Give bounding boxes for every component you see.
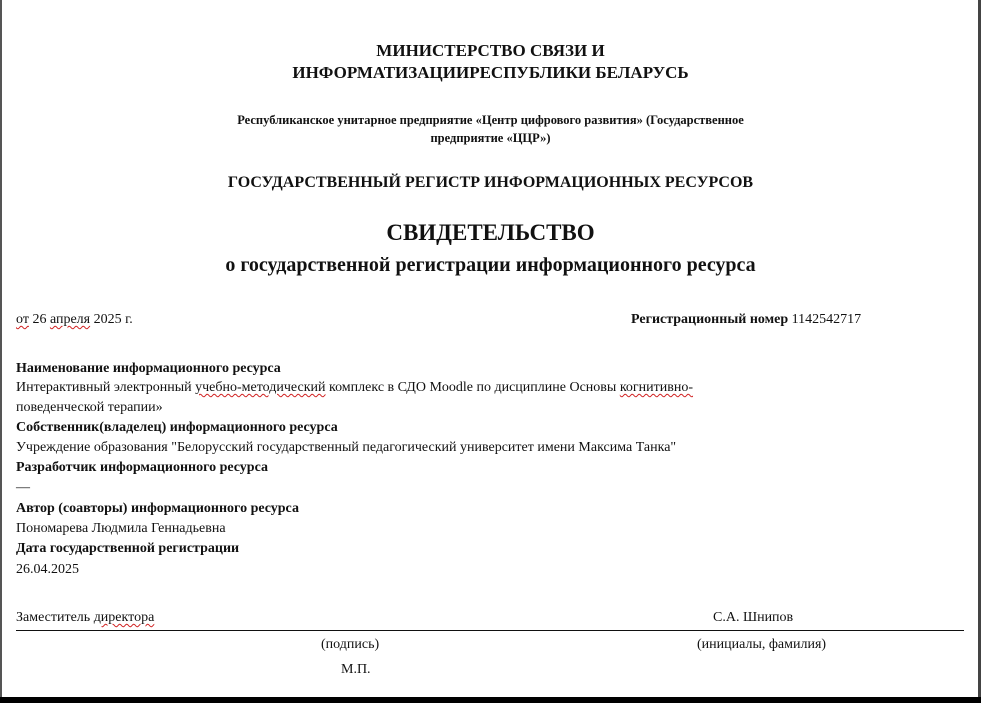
issue-date (16, 312, 133, 328)
signer-position-part-2: директора (93, 610, 155, 625)
enterprise-line-1: Республиканское унитарное предприятие «Центр цифрового развития» (Государственное (237, 113, 744, 127)
signature-line (16, 630, 964, 631)
signer-position (16, 610, 154, 626)
date-day: 26 (28, 312, 50, 327)
register-heading: ГОСУДАРСТВЕННЫЙ РЕГИСТР ИНФОРМАЦИОННЫХ РЕСУРСОВ (227, 174, 754, 191)
ministry-line-1: МИНИСТЕРСТВО СВЯЗИ И (376, 41, 605, 60)
resource-name-part-1: Интерактивный электронный (16, 380, 196, 395)
developer-value: — (16, 480, 30, 495)
signature-caption: (подпись) (321, 637, 380, 652)
stamp-place: М.П. (341, 662, 371, 677)
page-border-bottom (0, 697, 981, 703)
certificate-subtitle: о государственной регистрации информационного ресурса (225, 254, 756, 276)
certificate-title: СВИДЕТЕЛЬСТВО (386, 220, 595, 245)
resource-name-value (16, 380, 693, 396)
ministry-heading (0, 40, 981, 84)
enterprise-line-2: предприятие «ЦЦР») (430, 131, 551, 145)
owner-label: Собственник(владелец) информационного ресурса (16, 420, 338, 435)
resource-name-part-2: учебно-методический (195, 380, 326, 395)
developer-label: Разработчик информационного ресурса (16, 460, 268, 475)
author-label: Автор (соавторы) информационного ресурса (16, 501, 299, 516)
date-year: 2025 г. (90, 312, 133, 327)
author-value: Пономарева Людмила Геннадьевна (16, 521, 226, 536)
reg-number-label: Регистрационный номер (631, 312, 789, 327)
enterprise-name (0, 111, 981, 147)
resource-name-part-3: комплекс в СДО Moodle по дисциплине Основы (325, 380, 620, 395)
ministry-line-2: ИНФОРМАТИЗАЦИИРЕСПУБЛИКИ БЕЛАРУСЬ (292, 63, 689, 82)
registration-number (631, 312, 861, 328)
registration-date-label: Дата государственной регистрации (16, 541, 240, 556)
resource-name-part-4: когнитивно- (619, 380, 694, 395)
resource-name-label: Наименование информационного ресурса (16, 361, 281, 376)
date-month: апреля (49, 312, 91, 327)
name-caption: (инициалы, фамилия) (697, 637, 827, 652)
resource-name-line-2: поведенческой терапии» (16, 400, 163, 415)
signer-position-part-1: Заместитель (16, 610, 94, 625)
date-prefix: от (16, 312, 29, 327)
owner-value: Учреждение образования "Белорусский государственный педагогический университет имени Максима Танка" (16, 440, 677, 455)
reg-number-value: 1142542717 (788, 312, 862, 327)
signer-name: С.А. Шнипов (713, 610, 794, 625)
registration-date-value: 26.04.2025 (16, 562, 79, 577)
